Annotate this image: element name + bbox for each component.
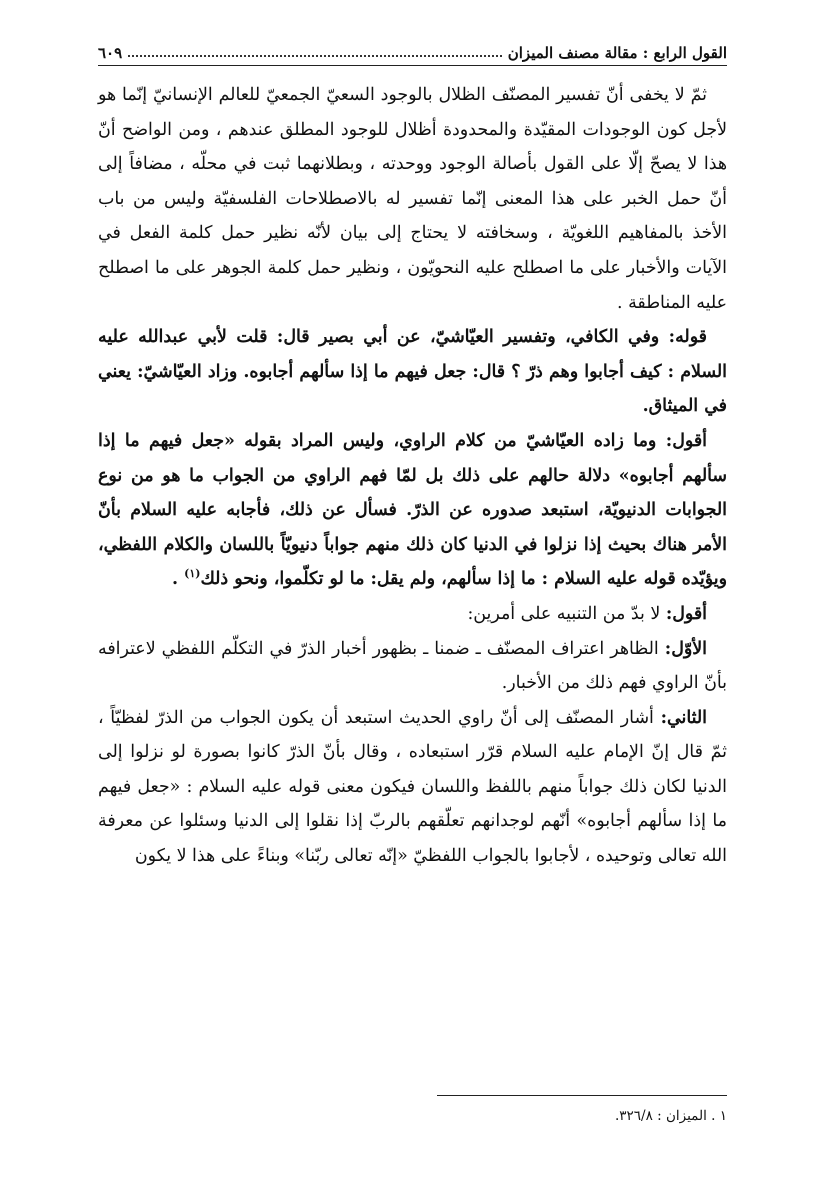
paragraph-5-first-point [98, 632, 727, 701]
paragraph-3-comment [98, 424, 727, 597]
running-header [98, 36, 727, 66]
paragraph-tail: . [172, 569, 185, 590]
paragraph-lead: الثاني: [660, 707, 707, 728]
footnote: ١ . الميزان : ٣٢٦/٨. [615, 1108, 727, 1124]
paragraph-text: أقول: وما زاده العيّاشيّ من كلام الراوي، وليس المراد بقوله «جعل فيهم ما إذا سألهم أجابوه» دلالة حالهم على ذلك بل لمّا فهم الراوي من الجواب ما هو من نوع الجوابات الدنيويّة، استبعد صدوره عن الذرّ. فسأل عن ذلك، فأجابه عليه السلام بأنّ الأمر هناك بحيث إذا نزلوا في الدنيا كان ذلك منهم جواباً دنيويّاً باللسان والكلام اللفظي، ويؤيّده قوله عليه السلام : ما إذا سألهم، ولم يقل: ما لو تكلّموا، ونحو ذلك [98, 430, 728, 590]
paragraph-2-quote [98, 320, 727, 424]
paragraph-4 [98, 597, 727, 632]
paragraph-text: قوله: وفي الكافي، وتفسير العيّاشيّ، عن أبي بصير قال: قلت لأبي عبدالله عليه السلام : كيف أجابوا وهم ذرّ ؟ قال: جعل فيهم ما إذا سألهم أجابوه. وزاد العيّاشيّ: يعني في الميثاق. [98, 327, 727, 417]
chapter-title: القول الرابع : مقالة مصنف الميزان [507, 44, 727, 62]
paragraph-lead: الأوّل: [664, 638, 707, 659]
paragraph-6-second-point [98, 701, 727, 874]
paragraph-text: ثمّ لا يخفى أنّ تفسير المصنّف الظلال بالوجود السعيّ الجمعيّ للعالم الإنسانيّ إنّما هو لأجل كون الوجودات المقيّدة والمحدودة أظلال للوجود المطلق عندهم ، ومن الواضح أنّ هذا لا يصحّ إلّا على القول بأصالة الوجود ووحدته ، وبطلانهما ثبت في محلّه ، مضافاً إلى أنّ حمل الخبر على هذا المعنى إنّما تفسير له بالاصطلاحات الفلسفيّة وليس من باب الأخذ بالمفاهيم اللغويّة ، وسخافته لا يحتاج إلى بيان لأنّه نظير حمل كلمة الفعل في الآيات والأخبار على ما اصطلح عليه النحويّون ، ونظير حمل كلمة الجوهر على ما اصطلح عليه المناطقة . [98, 85, 727, 313]
paragraph-text: لا بدّ من التنبيه على أمرين: [467, 603, 666, 624]
main-text [98, 78, 727, 874]
paragraph-text: أشار المصنّف إلى أنّ راوي الحديث استبعد أن يكون الجواب من الذرّ لفظيّاً ، ثمّ قال إنّ الإمام عليه السلام قرّر استبعاده ، وقال بأنّ الذرّ كانوا بصورة لو نزلوا إلى الدنيا لكان ذلك جواباً منهم باللفظ واللسان فيكون معنى قوله عليه السلام : «جعل فيهم ما إذا سألهم أجابوه» أنّهم لوجدانهم تعلّقهم بالربّ إذا نقلوا إلى الدنيا وسئلوا عن معرفة الله تعالى وتوحيده ، لأجابوا بالجواب اللفظيّ «إنّه تعالى ربّنا» وبناءً على هذا لا يكون [98, 707, 727, 867]
footnote-separator [437, 1095, 727, 1096]
paragraph-1 [98, 78, 727, 320]
footnote-reference[interactable]: (١) [184, 567, 201, 581]
paragraph-lead: أقول: [665, 603, 707, 624]
dot-leader [128, 54, 502, 57]
page-number: ٦٠٩ [98, 44, 123, 62]
paragraph-text: الظاهر اعتراف المصنّف ـ ضمنا ـ بظهور أخبار الذرّ في التكلّم اللفظي لاعترافه بأنّ الراوي فهم ذلك من الأخبار. [98, 638, 727, 694]
